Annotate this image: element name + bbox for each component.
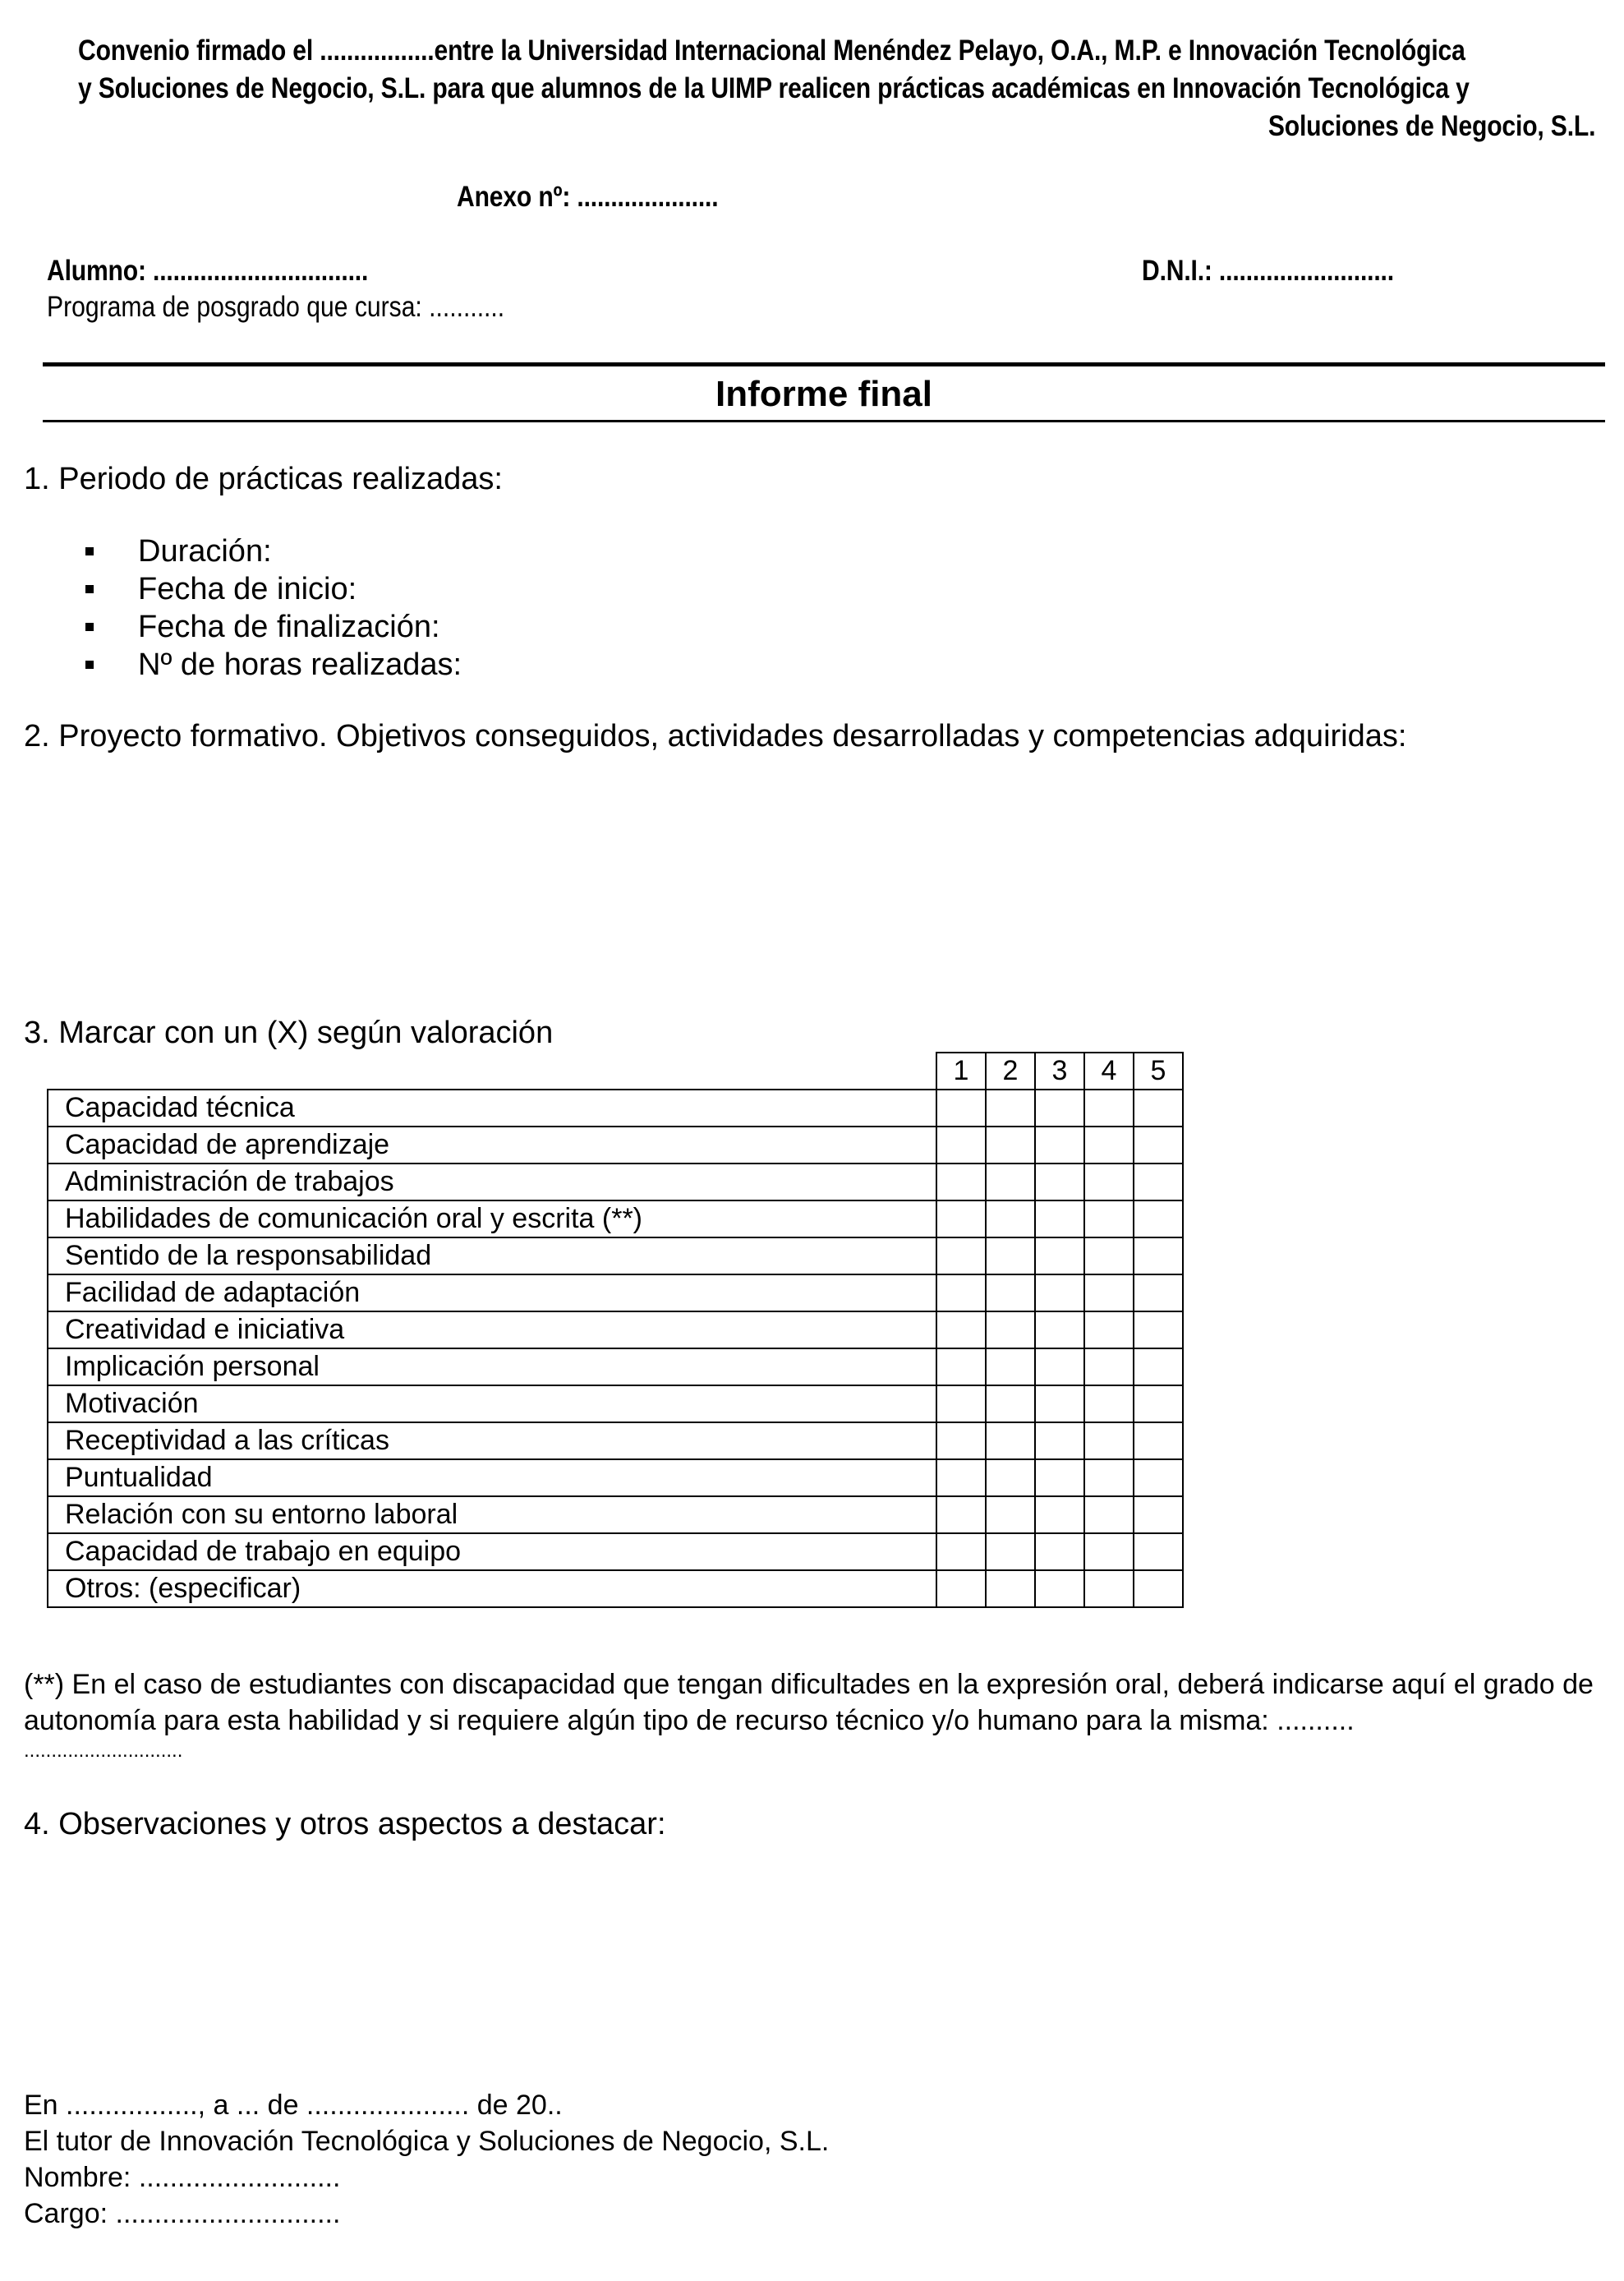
rating-cell-2[interactable] xyxy=(986,1200,1035,1237)
rating-header-row xyxy=(48,1053,1183,1090)
criterion-label: Receptividad a las críticas xyxy=(48,1422,936,1459)
bullet-square-icon xyxy=(85,585,94,593)
rating-cell-3[interactable] xyxy=(1035,1200,1084,1237)
rating-cell-3[interactable] xyxy=(1035,1385,1084,1422)
rating-cell-2[interactable] xyxy=(986,1422,1035,1459)
rating-cell-5[interactable] xyxy=(1134,1311,1183,1348)
rating-cell-2[interactable] xyxy=(986,1496,1035,1533)
rating-cell-1[interactable] xyxy=(936,1422,986,1459)
table-row xyxy=(48,1311,1183,1348)
rating-cell-5[interactable] xyxy=(1134,1570,1183,1607)
rating-cell-1[interactable] xyxy=(936,1533,986,1570)
rating-cell-4[interactable] xyxy=(1084,1348,1134,1385)
rating-cell-5[interactable] xyxy=(1134,1533,1183,1570)
rating-cell-2[interactable] xyxy=(986,1164,1035,1200)
criterion-label: Otros: (especificar) xyxy=(48,1570,936,1607)
tutor-label: El tutor de Innovación Tecnológica y Soluciones de Negocio, S.L. xyxy=(24,2126,830,2157)
rating-cell-5[interactable] xyxy=(1134,1164,1183,1200)
criterion-label: Capacidad de trabajo en equipo xyxy=(48,1533,936,1570)
criterion-label: Facilidad de adaptación xyxy=(48,1274,936,1311)
end-date-label: Fecha de finalización: xyxy=(138,610,440,644)
hours-label: Nº de horas realizadas: xyxy=(138,647,462,682)
name-field: Nombre: .......................... xyxy=(24,2162,341,2193)
rating-cell-5[interactable] xyxy=(1134,1237,1183,1274)
table-row xyxy=(48,1200,1183,1237)
rating-cell-2[interactable] xyxy=(986,1274,1035,1311)
start-date-label: Fecha de inicio: xyxy=(138,572,357,606)
rating-cell-2[interactable] xyxy=(986,1127,1035,1164)
rating-cell-4[interactable] xyxy=(1084,1090,1134,1127)
rating-cell-5[interactable] xyxy=(1134,1496,1183,1533)
title-bottom-rule xyxy=(43,420,1605,422)
rating-cell-1[interactable] xyxy=(936,1385,986,1422)
table-row xyxy=(48,1090,1183,1127)
rating-cell-1[interactable] xyxy=(936,1311,986,1348)
rating-cell-3[interactable] xyxy=(1035,1237,1084,1274)
place-date-field: En ................., a ... de ..................... de 20.. xyxy=(24,2090,563,2121)
criterion-label: Capacidad técnica xyxy=(48,1090,936,1127)
table-row xyxy=(48,1348,1183,1385)
program-field: Programa de posgrado que cursa: ........... xyxy=(47,291,505,323)
section-1-heading: 1. Periodo de prácticas realizadas: xyxy=(24,462,503,496)
rating-cell-1[interactable] xyxy=(936,1496,986,1533)
agreement-line-3: Soluciones de Negocio, S.L. xyxy=(1267,110,1595,142)
rating-cell-5[interactable] xyxy=(1134,1385,1183,1422)
bullet-square-icon xyxy=(85,623,94,631)
criterion-label: Administración de trabajos xyxy=(48,1164,936,1200)
disability-note-line-3: ............................. xyxy=(24,1740,183,1762)
rating-cell-4[interactable] xyxy=(1084,1422,1134,1459)
rating-cell-3[interactable] xyxy=(1035,1496,1084,1533)
rating-table xyxy=(47,1052,1184,1608)
rating-cell-5[interactable] xyxy=(1134,1274,1183,1311)
criterion-label: Creatividad e iniciativa xyxy=(48,1311,936,1348)
section-4-heading: 4. Observaciones y otros aspectos a destacar: xyxy=(24,1807,666,1841)
duration-label: Duración: xyxy=(138,534,272,569)
bullet-square-icon xyxy=(85,547,94,555)
criterion-label: Implicación personal xyxy=(48,1348,936,1385)
rating-cell-2[interactable] xyxy=(986,1311,1035,1348)
rating-cell-3[interactable] xyxy=(1035,1459,1084,1496)
list-item xyxy=(82,570,462,608)
rating-cell-2[interactable] xyxy=(986,1237,1035,1274)
table-row xyxy=(48,1127,1183,1164)
criterion-label: Motivación xyxy=(48,1385,936,1422)
score-4-header: 4 xyxy=(1084,1053,1134,1090)
annex-number: Anexo nº: ..................... xyxy=(457,181,719,213)
rating-cell-4[interactable] xyxy=(1084,1237,1134,1274)
rating-cell-5[interactable] xyxy=(1134,1200,1183,1237)
list-item xyxy=(82,646,462,684)
rating-cell-4[interactable] xyxy=(1084,1274,1134,1311)
page-title: Informe final xyxy=(715,374,933,414)
criterion-label: Habilidades de comunicación oral y escrita (**) xyxy=(48,1200,936,1237)
rating-cell-2[interactable] xyxy=(986,1090,1035,1127)
score-3-header: 3 xyxy=(1035,1053,1084,1090)
header-blank-cell xyxy=(48,1053,936,1090)
table-row xyxy=(48,1570,1183,1607)
rating-cell-1[interactable] xyxy=(936,1237,986,1274)
rating-cell-5[interactable] xyxy=(1134,1422,1183,1459)
rating-cell-1[interactable] xyxy=(936,1348,986,1385)
table-row xyxy=(48,1422,1183,1459)
rating-cell-3[interactable] xyxy=(1035,1533,1084,1570)
position-field: Cargo: ............................. xyxy=(24,2198,341,2229)
criterion-label: Sentido de la responsabilidad xyxy=(48,1237,936,1274)
rating-cell-2[interactable] xyxy=(986,1348,1035,1385)
list-item xyxy=(82,532,462,570)
table-row xyxy=(48,1496,1183,1533)
score-1-header: 1 xyxy=(936,1053,986,1090)
criterion-label: Puntualidad xyxy=(48,1459,936,1496)
criterion-label: Capacidad de aprendizaje xyxy=(48,1127,936,1164)
rating-cell-2[interactable] xyxy=(986,1533,1035,1570)
score-2-header: 2 xyxy=(986,1053,1035,1090)
dni-field: D.N.I.: .......................... xyxy=(1142,255,1394,287)
rating-cell-1[interactable] xyxy=(936,1570,986,1607)
rating-cell-4[interactable] xyxy=(1084,1127,1134,1164)
table-row xyxy=(48,1385,1183,1422)
rating-cell-3[interactable] xyxy=(1035,1311,1084,1348)
rating-cell-5[interactable] xyxy=(1134,1127,1183,1164)
rating-cell-3[interactable] xyxy=(1035,1164,1084,1200)
rating-cell-1[interactable] xyxy=(936,1459,986,1496)
rating-cell-3[interactable] xyxy=(1035,1422,1084,1459)
disability-note-line-2: autonomía para esta habilidad y si requiere algún tipo de recurso técnico y/o humano para la misma: .......... xyxy=(24,1705,1355,1736)
table-row xyxy=(48,1164,1183,1200)
table-row xyxy=(48,1237,1183,1274)
rating-cell-1[interactable] xyxy=(936,1274,986,1311)
score-5-header: 5 xyxy=(1134,1053,1183,1090)
rating-cell-4[interactable] xyxy=(1084,1533,1134,1570)
bullet-square-icon xyxy=(85,661,94,669)
rating-cell-3[interactable] xyxy=(1035,1127,1084,1164)
rating-cell-2[interactable] xyxy=(986,1459,1035,1496)
agreement-line-1: Convenio firmado el .................entre la Universidad Internacional Menéndez Pelayo, O.A., M.P. e Innovación Tecnológica xyxy=(78,35,1465,67)
rating-cell-4[interactable] xyxy=(1084,1200,1134,1237)
rating-cell-1[interactable] xyxy=(936,1200,986,1237)
rating-cell-4[interactable] xyxy=(1084,1570,1134,1607)
rating-cell-1[interactable] xyxy=(936,1164,986,1200)
disability-note-line-1: (**) En el caso de estudiantes con discapacidad que tengan dificultades en la expresión oral, deberá indicarse aquí el grado de xyxy=(24,1669,1594,1700)
criterion-label: Relación con su entorno laboral xyxy=(48,1496,936,1533)
rating-cell-4[interactable] xyxy=(1084,1496,1134,1533)
rating-cell-4[interactable] xyxy=(1084,1164,1134,1200)
rating-cell-3[interactable] xyxy=(1035,1090,1084,1127)
rating-cell-5[interactable] xyxy=(1134,1348,1183,1385)
table-row xyxy=(48,1274,1183,1311)
rating-cell-4[interactable] xyxy=(1084,1459,1134,1496)
rating-cell-3[interactable] xyxy=(1035,1274,1084,1311)
period-list xyxy=(82,532,462,684)
rating-cell-4[interactable] xyxy=(1084,1385,1134,1422)
student-field: Alumno: ................................ xyxy=(47,255,369,287)
rating-cell-3[interactable] xyxy=(1035,1348,1084,1385)
rating-cell-1[interactable] xyxy=(936,1127,986,1164)
rating-cell-2[interactable] xyxy=(986,1385,1035,1422)
list-item xyxy=(82,608,462,646)
section-2-heading: 2. Proyecto formativo. Objetivos conseguidos, actividades desarrolladas y competencias adquiridas: xyxy=(24,719,1407,753)
table-row xyxy=(48,1459,1183,1496)
rating-cell-5[interactable] xyxy=(1134,1459,1183,1496)
rating-cell-4[interactable] xyxy=(1084,1311,1134,1348)
title-top-rule xyxy=(43,362,1605,366)
table-row xyxy=(48,1533,1183,1570)
rating-cell-1[interactable] xyxy=(936,1090,986,1127)
section-3-heading: 3. Marcar con un (X) según valoración xyxy=(24,1016,554,1050)
rating-cell-2[interactable] xyxy=(986,1570,1035,1607)
rating-cell-3[interactable] xyxy=(1035,1570,1084,1607)
rating-cell-5[interactable] xyxy=(1134,1090,1183,1127)
agreement-line-2: y Soluciones de Negocio, S.L. para que alumnos de la UIMP realicen prácticas académicas en Innovación Tecnológica y xyxy=(78,72,1470,104)
